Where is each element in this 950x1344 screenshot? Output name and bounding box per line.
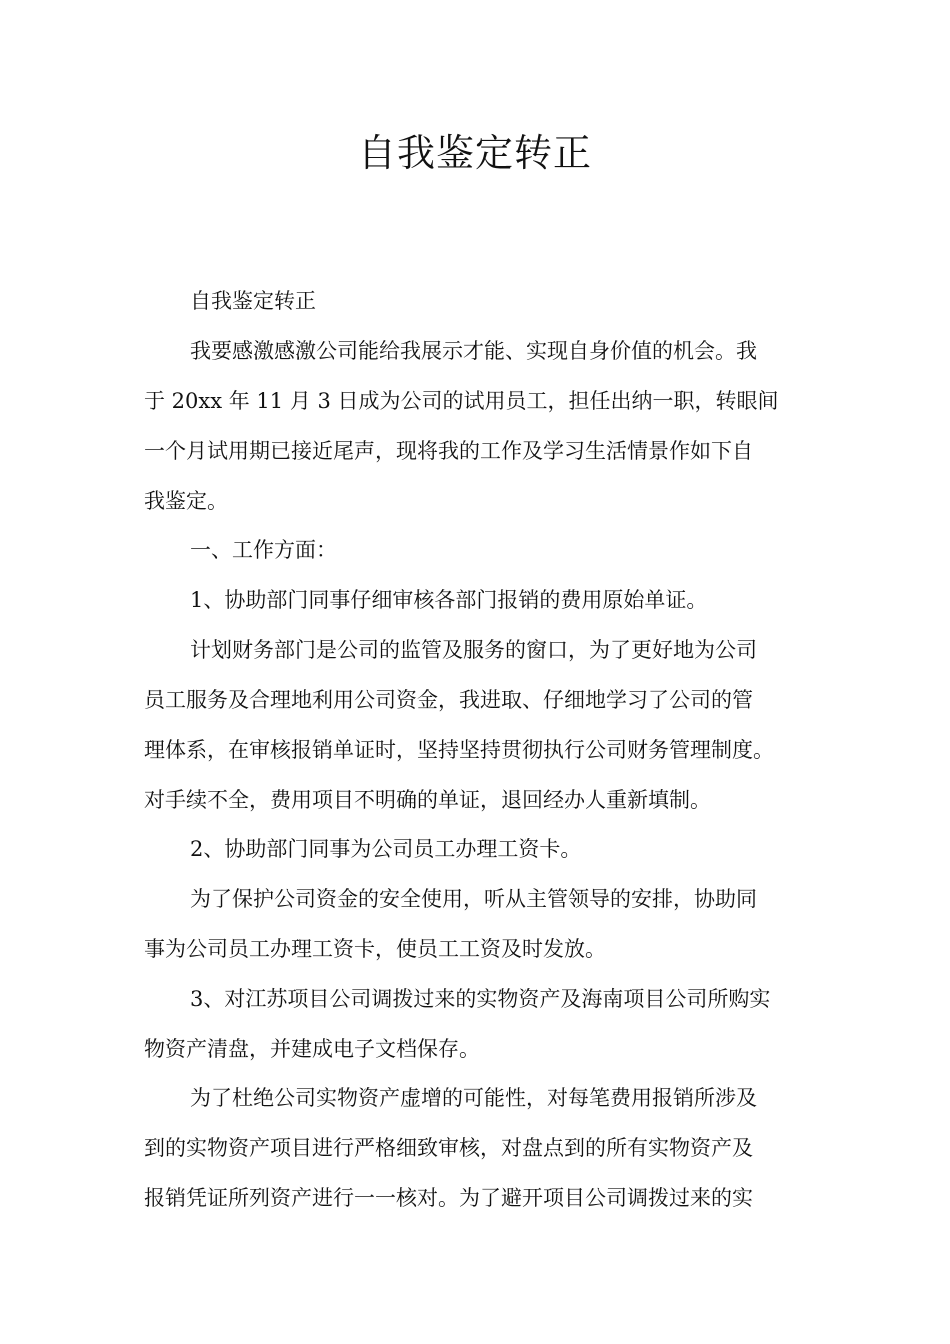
body-line: 为了保护公司资金的安全使用，听从主管领导的安排，协助同 [190, 887, 757, 911]
body-line: 为了杜绝公司实物资产虚增的可能性，对每笔费用报销所涉及 [190, 1086, 757, 1110]
body-line: 理体系，在审核报销单证时，坚持坚持贯彻执行公司财务管理制度。 [144, 738, 774, 762]
body-line: 对手续不全，费用项目不明确的单证，退回经办人重新填制。 [144, 788, 711, 812]
body-line: 我鉴定。 [144, 489, 228, 513]
item-heading: 2、协助部门同事为公司员工办理工资卡。 [190, 837, 582, 861]
body-line: 到的实物资产项目进行严格细致审核，对盘点到的所有实物资产及 [144, 1136, 753, 1160]
body-line: 我要感激感激公司能给我展示才能、实现自身价值的机会。我 [190, 339, 757, 363]
section-heading: 一、工作方面： [190, 538, 337, 562]
body-line: 计划财务部门是公司的监管及服务的窗口，为了更好地为公司 [190, 638, 757, 662]
document-title: 自我鉴定转正 [357, 131, 592, 175]
body-line: 于 20xx 年 11 月 3 日成为公司的试用员工，担任出纳一职，转眼间 [144, 389, 779, 413]
body-line: 员工服务及合理地利用公司资金，我进取、仔细地学习了公司的管 [144, 688, 753, 712]
body-line: 自我鉴定转正 [190, 289, 316, 313]
body-line: 报销凭证所列资产进行一一核对。为了避开项目公司调拨过来的实 [144, 1186, 753, 1210]
body-line: 事为公司员工办理工资卡，使员工工资及时发放。 [144, 937, 606, 961]
body-line: 一个月试用期已接近尾声，现将我的工作及学习生活情景作如下自 [144, 439, 753, 463]
item-heading-cont: 物资产清盘，并建成电子文档保存。 [144, 1037, 480, 1061]
item-heading: 1、协助部门同事仔细审核各部门报销的费用原始单证。 [190, 588, 708, 612]
item-heading: 3、对江苏项目公司调拨过来的实物资产及海南项目公司所购实 [190, 987, 771, 1011]
